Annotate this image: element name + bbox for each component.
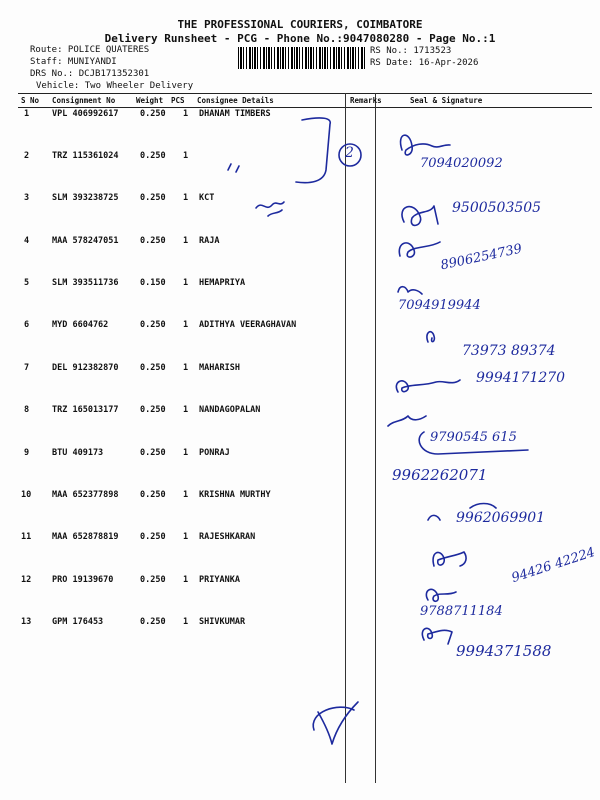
- row-weight: 0.250: [140, 236, 166, 246]
- table-top-rule: [18, 93, 592, 94]
- row-sno: 4: [24, 236, 30, 246]
- row-pcs: 1: [183, 405, 189, 415]
- row13-phone: 9994371588: [456, 642, 552, 660]
- row-consignment: MAA 578247051: [52, 236, 119, 246]
- drs-label: DRS No.: DCJB171352301: [30, 69, 150, 79]
- row-pcs: 1: [183, 575, 189, 585]
- row-consignee: RAJA: [199, 236, 220, 246]
- row1-phone: 7094020092: [420, 156, 503, 171]
- row-pcs: 1: [183, 109, 189, 119]
- row-pcs: 1: [183, 490, 189, 500]
- row-weight: 0.250: [140, 490, 166, 500]
- row-sno: 3: [24, 193, 30, 203]
- header-remarks: Remarks: [350, 96, 382, 105]
- row-pcs: 1: [183, 448, 189, 458]
- row-consignment: PRO 19139670: [52, 575, 114, 585]
- signature-5: [398, 287, 422, 294]
- row-weight: 0.250: [140, 532, 166, 542]
- header-sno: S No: [21, 96, 40, 105]
- row-weight: 0.250: [140, 151, 166, 161]
- signature-4: [399, 242, 440, 257]
- signature-3: [402, 206, 438, 225]
- header-weight: Weight: [136, 96, 164, 105]
- row-pcs: 1: [183, 151, 189, 161]
- row5-phone: 7094919944: [398, 298, 481, 313]
- row-consignment: MYD 6604762: [52, 320, 109, 330]
- header-seal: Seal & Signature: [410, 96, 483, 105]
- row-sno: 1: [24, 109, 30, 119]
- row-weight: 0.250: [140, 448, 166, 458]
- row8-phone: 9790545 615: [430, 430, 517, 445]
- remark-number: 2: [345, 145, 354, 161]
- row11-phone: 94426 42224: [509, 544, 598, 587]
- tick-marks: [228, 164, 239, 172]
- bracket-mark: [296, 118, 330, 183]
- row-consignee: MAHARISH: [199, 363, 240, 373]
- row-pcs: 1: [183, 532, 189, 542]
- header-consignee: Consignee Details: [197, 96, 274, 105]
- row4-phone: 8906254739: [439, 241, 524, 274]
- row-consignment: SLM 393238725: [52, 193, 119, 203]
- row-consignee: DHANAM TIMBERS: [199, 109, 271, 119]
- row-consignment: GPM 176453: [52, 617, 104, 627]
- row3-phone: 9500503505: [452, 200, 542, 216]
- row9-phone: 9962262071: [392, 466, 488, 484]
- row-sno: 11: [21, 532, 32, 542]
- col-divider-seal: [375, 93, 376, 783]
- row-sno: 9: [24, 448, 30, 458]
- row-sno: 5: [24, 278, 30, 288]
- row-consignee: SHIVKUMAR: [199, 617, 246, 627]
- row-sno: 7: [24, 363, 30, 373]
- company-title: THE PROFESSIONAL COURIERS, COIMBATORE: [177, 18, 423, 31]
- row-consignment: MAA 652377898: [52, 490, 119, 500]
- row-weight: 0.250: [140, 617, 166, 627]
- row-consignee: KRISHNA MURTHY: [199, 490, 271, 500]
- header-consignment: Consignment No: [52, 96, 116, 105]
- row-sno: 12: [21, 575, 32, 585]
- row-consignee: PRIYANKA: [199, 575, 240, 585]
- signature-13: [422, 628, 452, 644]
- table-header-rule: [18, 107, 592, 108]
- signature-6: [427, 332, 435, 342]
- row12-phone: 9788711184: [420, 604, 503, 619]
- row6-phone: 73973 89374: [462, 343, 556, 359]
- row-weight: 0.250: [140, 575, 166, 585]
- row-consignment: TRZ 115361024: [52, 151, 119, 161]
- row-pcs: 1: [183, 193, 189, 203]
- row-sno: 2: [24, 151, 30, 161]
- row-weight: 0.250: [140, 320, 166, 330]
- rs-date: RS Date: 16-Apr-2026: [370, 58, 479, 68]
- row-pcs: 1: [183, 617, 189, 627]
- signature-11: [433, 552, 466, 566]
- row7-phone: 9994171270: [476, 370, 566, 386]
- barcode: [238, 47, 366, 69]
- row-weight: 0.250: [140, 405, 166, 415]
- header-pcs: PCS: [171, 96, 185, 105]
- row-consignee: PONRAJ: [199, 448, 230, 458]
- tamil-scrawl: [256, 202, 284, 216]
- row10-phone: 9962069901: [456, 510, 546, 526]
- row-consignment: VPL 406992617: [52, 109, 119, 119]
- row-sno: 10: [21, 490, 32, 500]
- large-check-mark: [313, 702, 358, 744]
- row-sno: 13: [21, 617, 32, 627]
- row-consignment: SLM 393511736: [52, 278, 119, 288]
- rs-number: RS No.: 1713523: [370, 46, 452, 56]
- runsheet-subtitle: Delivery Runsheet - PCG - Phone No.:9047080280 - Page No.:1: [104, 32, 496, 45]
- row-pcs: 1: [183, 236, 189, 246]
- row-sno: 6: [24, 320, 30, 330]
- row-consignment: BTU 409173: [52, 448, 104, 458]
- row-consignee: HEMAPRIYA: [199, 278, 246, 288]
- row-consignment: MAA 652878819: [52, 532, 119, 542]
- row-sno: 8: [24, 405, 30, 415]
- signature-1: [401, 135, 450, 155]
- row-weight: 0.150: [140, 278, 166, 288]
- row-consignee: ADITHYA VEERAGHAVAN: [199, 320, 297, 330]
- row-weight: 0.250: [140, 109, 166, 119]
- route-label: Route: POLICE QUATERES: [30, 45, 150, 55]
- col-divider-remarks: [345, 93, 346, 783]
- row-pcs: 1: [183, 320, 189, 330]
- row-consignee: KCT: [199, 193, 215, 203]
- vehicle-label: Vehicle: Two Wheeler Delivery: [36, 81, 194, 91]
- row-pcs: 1: [183, 363, 189, 373]
- row-consignment: DEL 912382870: [52, 363, 119, 373]
- signature-12: [426, 589, 456, 601]
- row-weight: 0.250: [140, 193, 166, 203]
- staff-label: Staff: MUNIYANDI: [30, 57, 117, 67]
- row-consignee: RAJESHKARAN: [199, 532, 256, 542]
- row-pcs: 1: [183, 278, 189, 288]
- row-weight: 0.250: [140, 363, 166, 373]
- row-consignment: TRZ 165013177: [52, 405, 119, 415]
- row-consignee: NANDAGOPALAN: [199, 405, 261, 415]
- signature-7: [396, 380, 460, 392]
